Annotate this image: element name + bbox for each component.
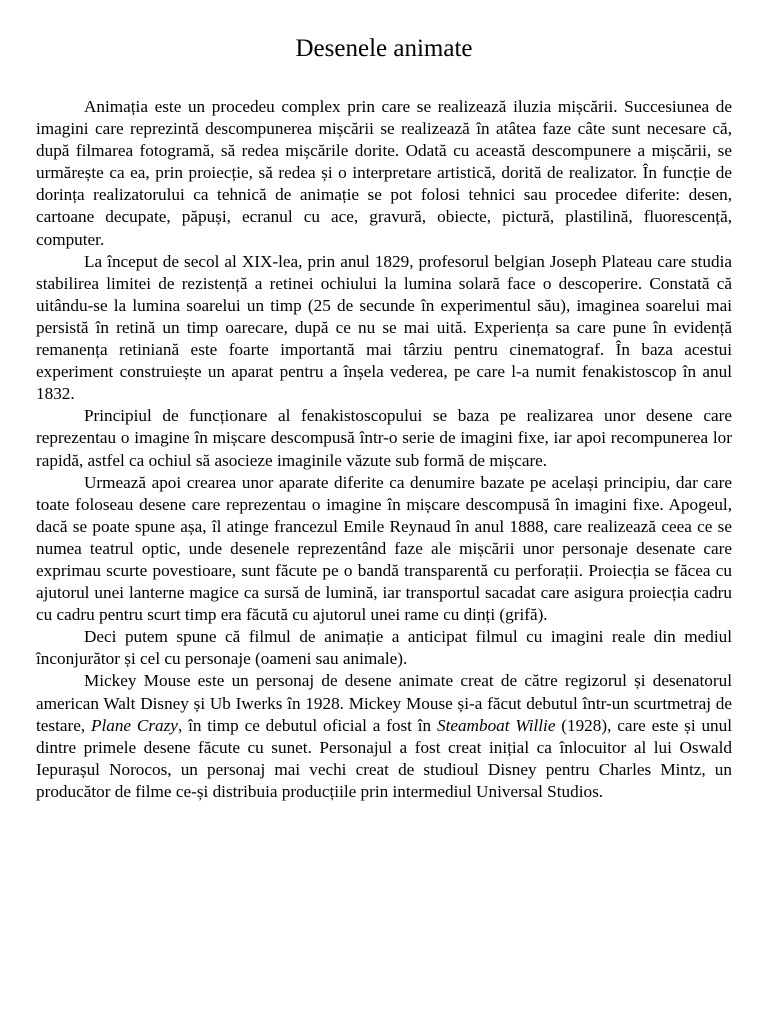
paragraph-plateau: La început de secol al XIX-lea, prin anul 1829, profesorul belgian Joseph Plateau care studia stabilirea limitei de rezistență a retinei ochiului la lumina solară face o descoperire. Constată că uitându-se la lumina soarelui un timp (25 de secunde în experimentul său), imaginea soarelui mai persistă în retină un timp oarecare, după ce nu se mai uită. Experiența sa care pune în evidență remanența retiniană este foarte importantă mai târziu pentru cinematograf. În baza acestui experiment construiește un aparat pentru a înșela vederea, pe care l-a numit fenakistoscop în anul 1832. [36,251,732,404]
paragraph-fenakistoscope: Principiul de funcționare al fenakistoscopului se baza pe realizarea unor desene care reprezentau o imagine în mișcare descompusă într-o serie de imagini fixe, iar apoi recompunerea lor rapidă, astfel ca ochiul să asocieze imaginile văzute sub formă de mișcare. [36,406,732,470]
paragraph-mickey-mouse [36,670,732,803]
mickey-text-part1: Mickey Mouse este un personaj de desene animate creat de către regizorul și desenatorul american Walt Disney și Ub Iwerks în 1928. Mickey Mouse și-a făcut debutul într-un scurtmetraj de testare, [36,671,732,735]
page-title: Desenele animate [295,35,473,62]
mickey-text-part3: (1928), care este și unul dintre primele desene făcute cu sunet. Personajul a fost creat inițial ca înlocuitor al lui Oswald Iepurașul Norocos, un personaj mai vechi creat de studioul Disney pentru Charles Mintz, un producător de filme ce-și distribuia producțiile prin intermediul Universal Studios. [36,715,732,801]
film-title-plane-crazy: Plane Crazy [90,715,178,735]
paragraph-conclusion: Deci putem spune că filmul de animație a anticipat filmul cu imagini reale din mediul înconjurător și cel cu personaje (oameni sau animale). [36,627,732,669]
paragraph-animation-definition: Animația este un procedeu complex prin care se realizează iluzia mișcării. Succesiunea de imagini care reprezintă descompunerea mișcării se realizează în atâtea faze câte sunt necesare că, după filmarea fotogramă, să redea mișcările dorite. Odată cu această descompunere a mișcării, se urmărește ca ea, prin proiecție, să redea și o interpretare artistică, dorită de realizator. În funcție de dorința realizatorului ca tehnică de animație se pot folosi tehnici sau procedee diferite: desen, cartoane decupate, păpuși, ecranul cu ace, gravură, obiecte, pictură, plastilină, fluorescență, computer. [36,97,732,249]
paragraph-reynaud: Urmează apoi crearea unor aparate diferite ca denumire bazate pe același principiu, dar care toate foloseau desene care reprezentau o imagine în mișcare descompusă în imagini fixe. Apogeul, dacă se poate spune așa, îl atinge francezul Emile Reynaud în anul 1888, care realizează ceea ce se numea teatrul optic, unde desenele reprezentând faze ale mișcării unor personaje desenate care exprimau scurte povestioare, sunt făcute pe o bandă transparentă cu perforații. Proiecția se făcea cu ajutorul unei lanterne magice ca sursă de lumină, iar transportul sacadat care asigura proiecția cadru cu cadru pentru scurt timp era făcută cu ajutorul unei rame cu dinți (grifă). [36,472,732,625]
mickey-text-part2: , în timp ce debutul oficial a fost în [177,715,437,735]
document-page [36,32,732,803]
film-title-steamboat-willie: Steamboat Willie [436,715,556,735]
